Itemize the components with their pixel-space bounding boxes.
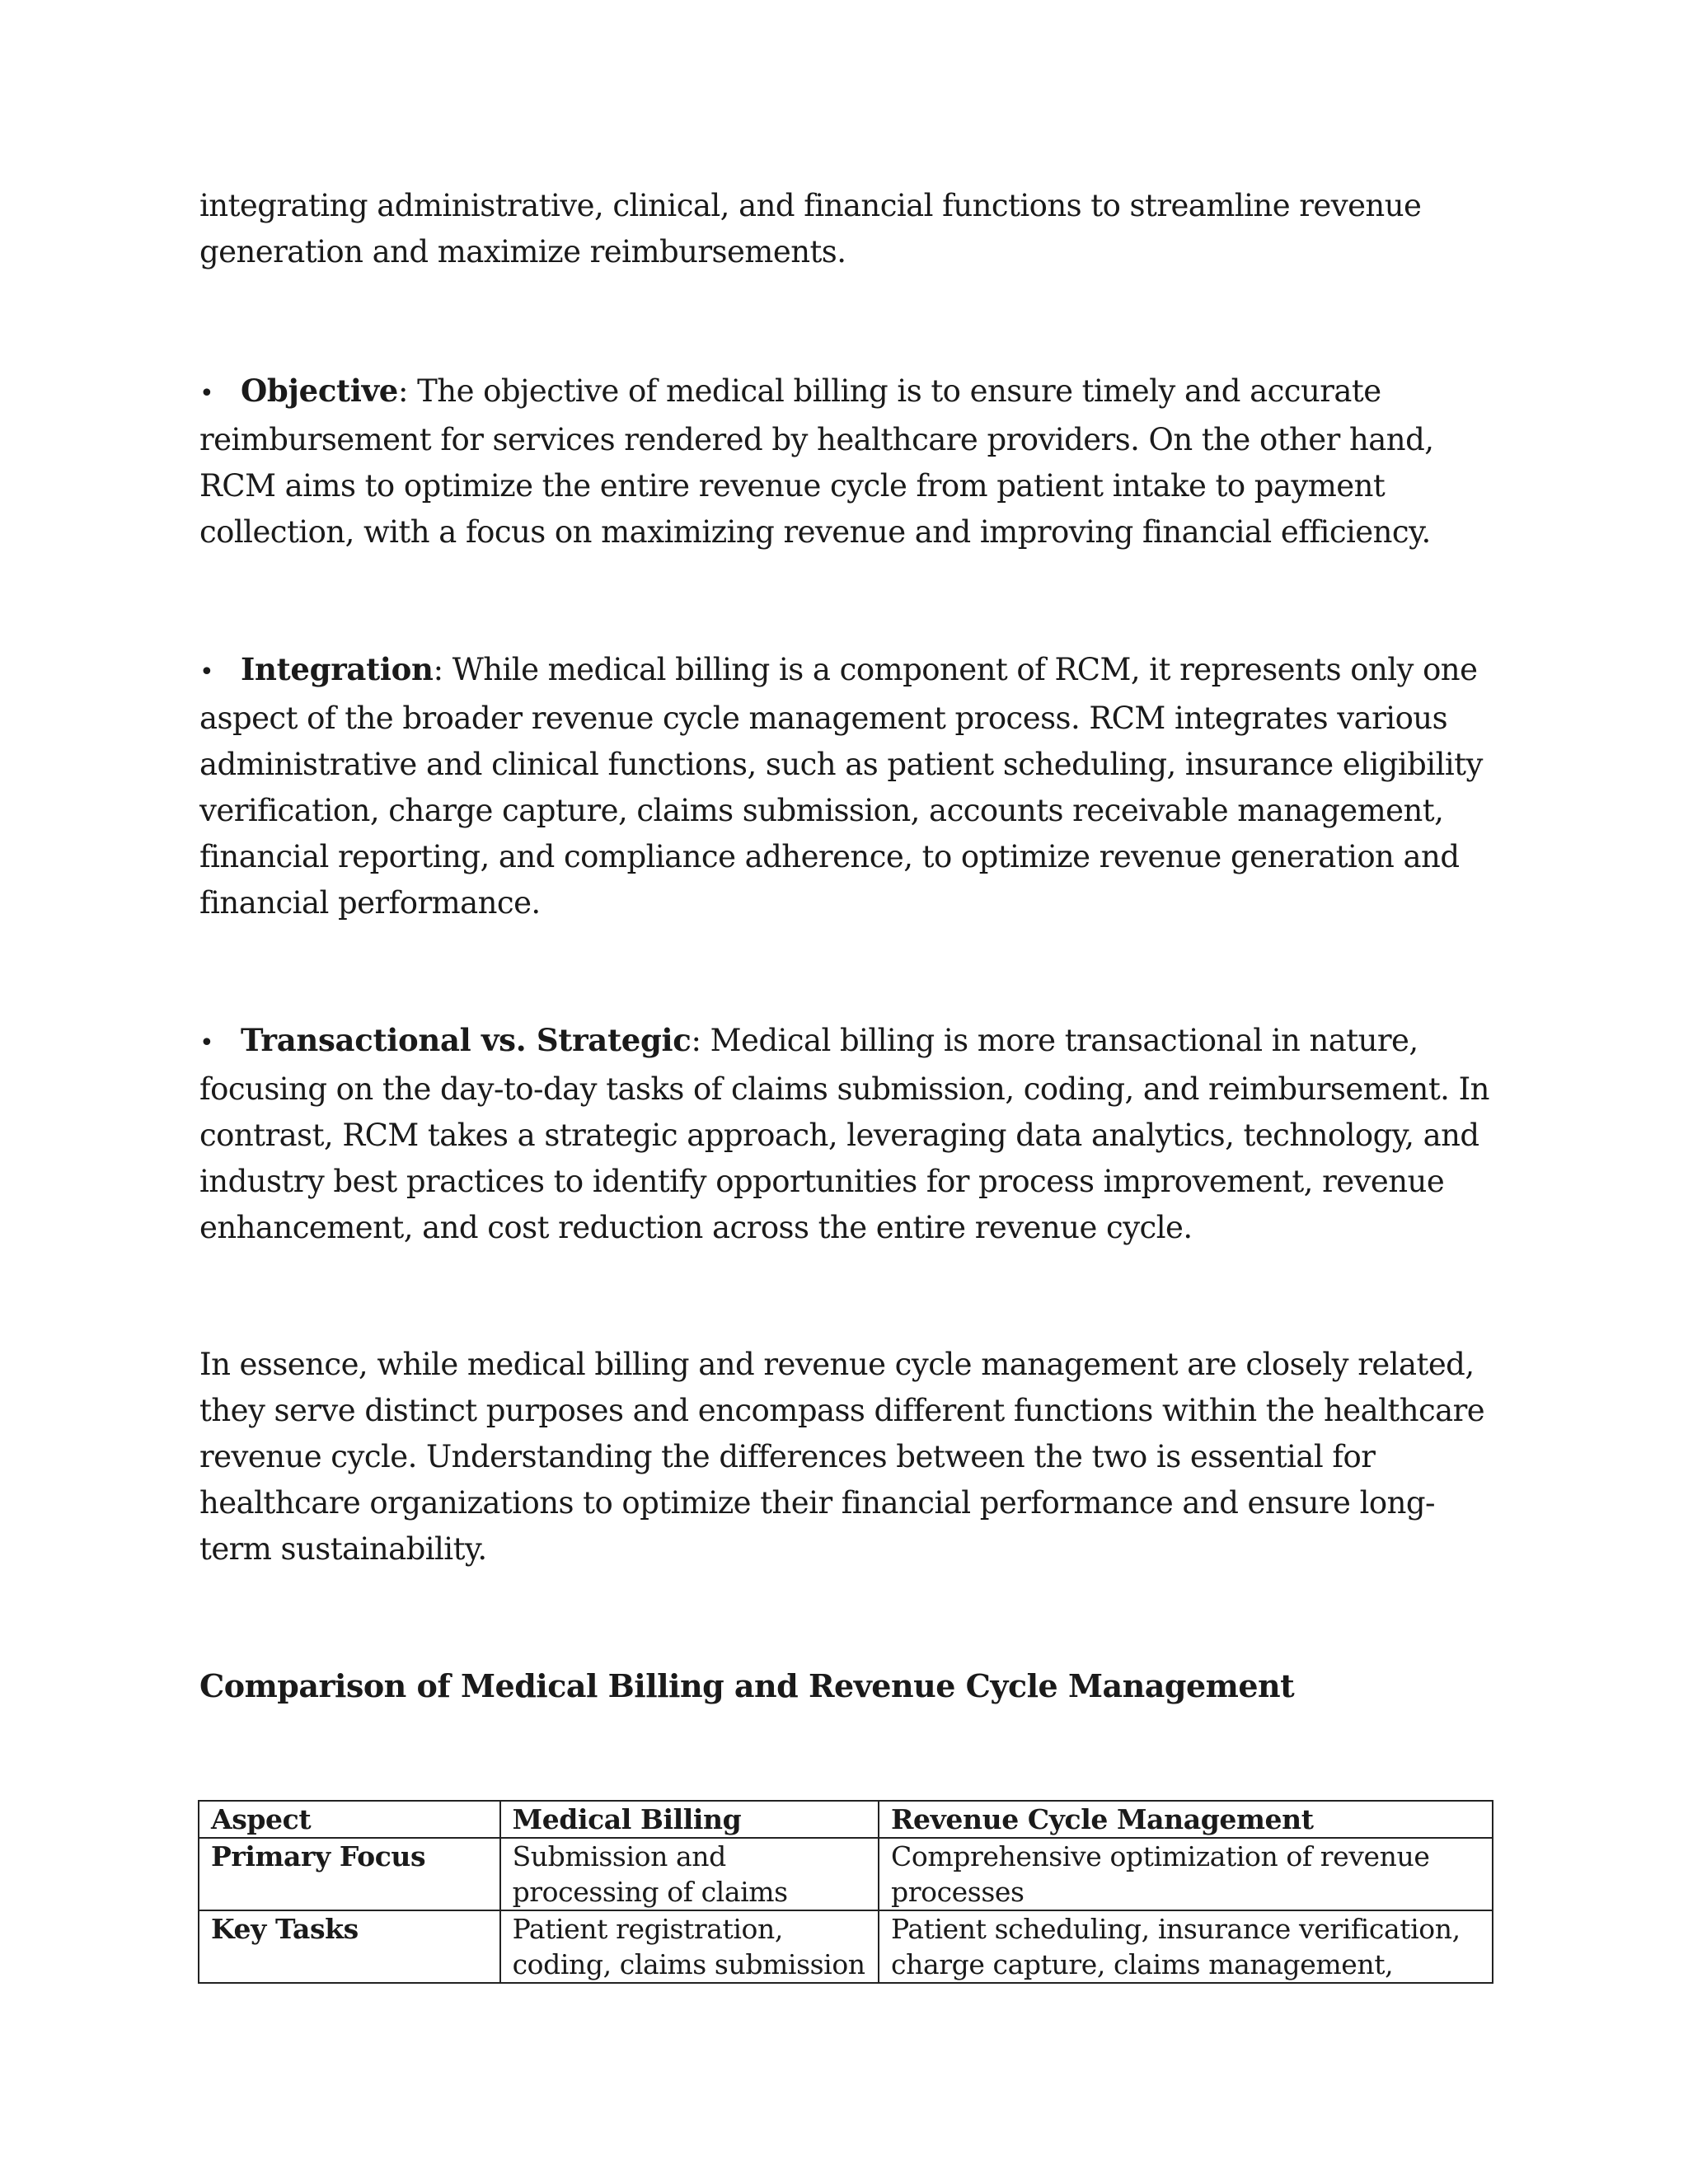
bullet-transactional-vs-strategic [199, 1017, 1493, 1251]
intro-paragraph: integrating administrative, clinical, and financial functions to streamline revenue generation and maximize reimbursements. [199, 188, 1422, 269]
table-header-cell: Aspect [199, 1801, 500, 1838]
section-heading: Comparison of Medical Billing and Revenue Cycle Management [199, 1667, 1295, 1704]
bullet-icon: • [199, 1029, 214, 1057]
closing-paragraph: In essence, while medical billing and revenue cycle management are closely related, they serve distinct purposes and encompass different functions within the healthcare revenue cycle. Understanding the differences between the two is essential for healthcare organizations to optimize their financial performance and ensure long-term sustainability. [199, 1347, 1485, 1567]
bullet-icon: • [199, 379, 214, 408]
table-cell: Comprehensive optimization of revenue processes [879, 1838, 1493, 1910]
bullet-text: : Medical billing is more transactional in nature, focusing on the day-to-day tasks of claims submission, coding, and reimbursement. In contrast, RCM takes a strategic approach, leveraging data analytics, technology, and industry best practices to identify opportunities for process improvement, revenue enhancement, and cost reduction across the entire revenue cycle. [199, 1023, 1489, 1245]
comparison-table [198, 1800, 1493, 1984]
table-cell: Patient scheduling, insurance verification, charge capture, claims management, [879, 1910, 1493, 1983]
table-cell: Submission and processing of claims [500, 1838, 879, 1910]
bullet-icon: • [199, 658, 214, 687]
table-row [199, 1838, 1493, 1910]
table-cell: Patient registration, coding, claims submission [500, 1910, 879, 1983]
bullet-integration [199, 646, 1493, 926]
table-cell: Key Tasks [199, 1910, 500, 1983]
bullet-term: Transactional vs. Strategic [241, 1022, 692, 1058]
table-header-cell: Revenue Cycle Management [879, 1801, 1493, 1838]
document-page [199, 183, 1493, 1984]
bullet-term: Objective [241, 373, 399, 409]
bullet-objective [199, 368, 1493, 555]
bullet-text: : The objective of medical billing is to ensure timely and accurate reimbursement for services rendered by healthcare providers. On the other hand, RCM aims to optimize the entire revenue cycle from patient intake to payment collection, with a focus on maximizing revenue and improving financial efficiency. [199, 373, 1434, 550]
bullet-term: Integration [241, 651, 434, 687]
table-cell: Primary Focus [199, 1838, 500, 1910]
table-header-cell: Medical Billing [500, 1801, 879, 1838]
bullet-text: : While medical billing is a component of RCM, it represents only one aspect of the broader revenue cycle management process. RCM integrates various administrative and clinical functions, such as patient scheduling, insurance eligibility verification, charge capture, claims submission, accounts receivable management, financial reporting, and compliance adherence, to optimize revenue generation and financial performance. [199, 652, 1483, 921]
table-row [199, 1910, 1493, 1983]
table-header-row [199, 1801, 1493, 1838]
